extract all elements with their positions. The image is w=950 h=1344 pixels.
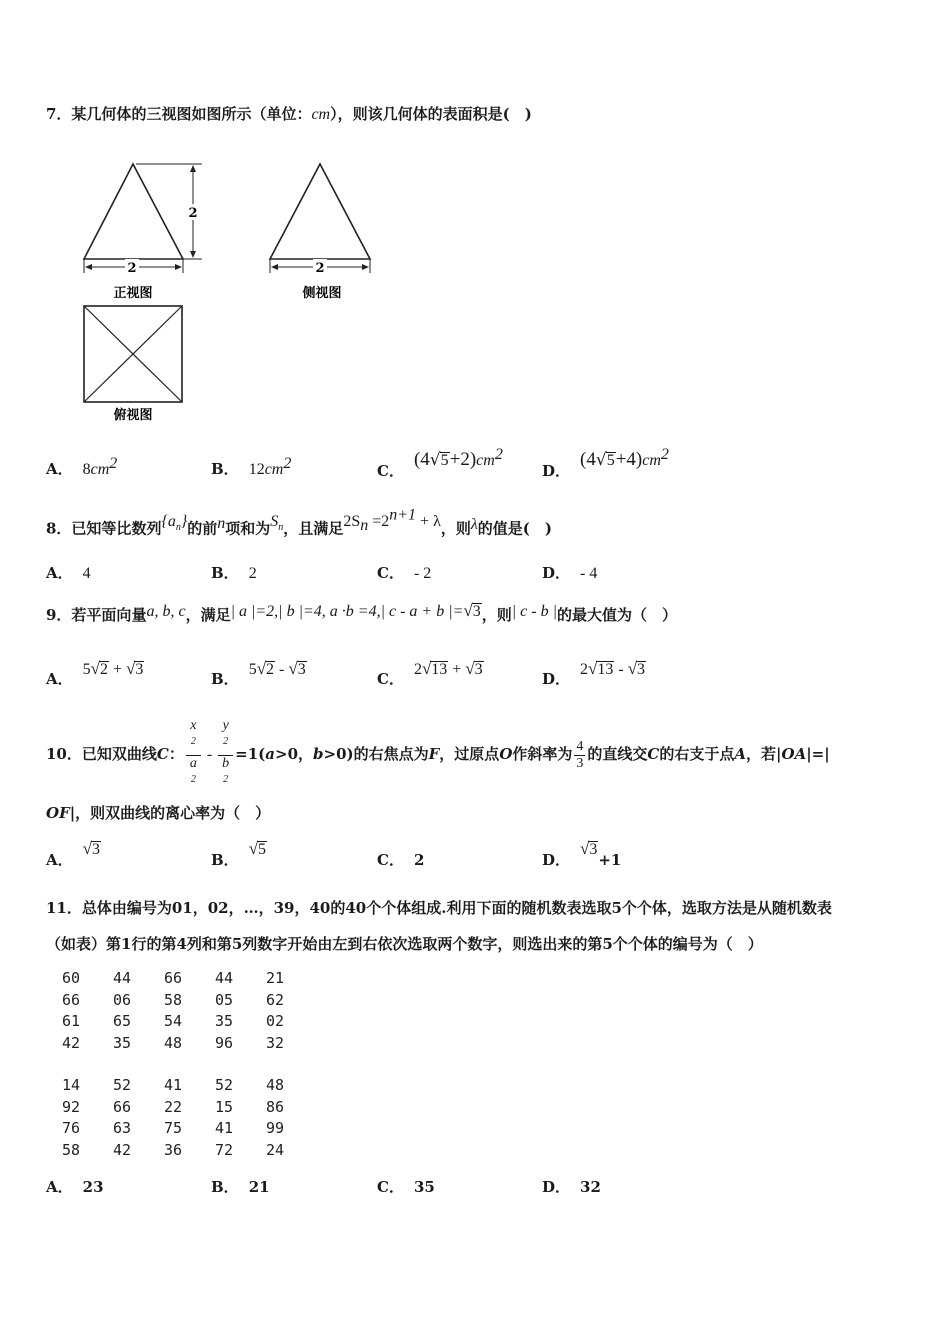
arrow-left xyxy=(85,264,92,270)
q9-cond: | a |=2,| b |=4, a ·b =4,| c - a + b |= xyxy=(230,603,464,620)
q9-p4: 的最大值为（ ） xyxy=(556,606,677,624)
option-key: D． xyxy=(542,670,571,688)
q10-frac-y xyxy=(218,718,233,792)
q10-OA: OA xyxy=(781,745,807,764)
q9-option-b[interactable] xyxy=(211,658,307,688)
q10-p10: |=| xyxy=(806,745,830,764)
sqrt-icon: √ xyxy=(588,659,598,678)
random-table-top-block xyxy=(62,969,317,1055)
q10-p1: 10．已知双曲线 xyxy=(46,745,157,764)
sqrt-icon: √ xyxy=(595,450,607,470)
q10-x-exp: 2 xyxy=(190,736,196,747)
arrow-right xyxy=(175,264,182,270)
table-cell: 65 xyxy=(113,1012,132,1030)
random-number-table xyxy=(62,969,317,1162)
q8-p6: 的值是( ) xyxy=(477,519,552,538)
table-cell: 52 xyxy=(215,1076,234,1094)
table-cell: 32 xyxy=(266,1033,285,1052)
table-cell: 24 xyxy=(266,1140,285,1159)
q7-b-exp: 2 xyxy=(283,455,292,472)
q9-target: | c - b | xyxy=(511,603,557,620)
table-cell: 48 xyxy=(266,1076,285,1094)
table-cell: 66 xyxy=(113,1097,132,1116)
table-cell: 02 xyxy=(266,1012,285,1030)
q8-seq-close: } xyxy=(180,513,188,531)
q10-d-tail: +1 xyxy=(598,851,622,869)
q7-a-unit: cm xyxy=(90,461,110,478)
q9-d-rad1: 13 xyxy=(597,661,614,678)
q9-a-coef: 5 xyxy=(82,661,91,678)
q10-a-exp: 2 xyxy=(190,773,196,785)
table-cell: 35 xyxy=(113,1033,132,1052)
option-key: D． xyxy=(542,462,571,480)
table-cell: 66 xyxy=(164,969,183,987)
q9-c-op: + xyxy=(448,661,466,678)
table-row xyxy=(62,991,317,1013)
q7-d-tail: +4) xyxy=(615,449,643,470)
sqrt-icon: √ xyxy=(256,659,267,678)
q9-option-a[interactable] xyxy=(46,658,144,688)
q8-n: n xyxy=(217,515,226,533)
q8-p2: 的前 xyxy=(187,519,218,538)
q10-O: O xyxy=(499,745,513,764)
q8-eq-mid: =2 xyxy=(368,513,390,531)
q7-c-exp: 2 xyxy=(494,446,503,463)
q9-b-rad1: 2 xyxy=(266,661,275,678)
sqrt-icon: √ xyxy=(82,839,92,858)
table-row xyxy=(62,1119,317,1141)
q10-y: y xyxy=(222,718,229,733)
q8-option-a[interactable] xyxy=(46,562,91,583)
q7-d-exp: 2 xyxy=(660,446,669,463)
option-key: C． xyxy=(377,462,404,480)
q9-b-coef: 5 xyxy=(248,661,257,678)
q10-F: F xyxy=(428,745,440,764)
q10-minus: - xyxy=(202,746,217,764)
q11-c: 35 xyxy=(413,1178,435,1196)
q9-cond-radicand: 3 xyxy=(472,603,481,620)
q9-option-d[interactable] xyxy=(542,658,646,688)
table-cell: 63 xyxy=(113,1119,132,1137)
option-key: C． xyxy=(377,564,404,582)
side-view-triangle xyxy=(270,164,370,259)
q7-c-unit: cm xyxy=(476,452,495,469)
q10-x: x xyxy=(190,718,197,733)
q10-C: C xyxy=(156,745,169,764)
q11-option-a[interactable] xyxy=(46,1176,114,1197)
q10-slope-den: 3 xyxy=(576,755,584,771)
table-row xyxy=(62,1076,317,1098)
q7-stem xyxy=(46,103,532,124)
random-table-gap xyxy=(62,1055,317,1076)
q11-a: 23 xyxy=(82,1178,104,1196)
q9-d-coef: 2 xyxy=(580,661,589,678)
table-cell: 14 xyxy=(62,1076,81,1094)
option-key: A． xyxy=(46,460,73,478)
q9-a-rad2: 3 xyxy=(135,661,144,678)
sqrt-icon: √ xyxy=(90,659,100,678)
q8-seq: {a xyxy=(161,513,176,531)
q7-b-value: 12 xyxy=(248,461,265,478)
table-cell: 76 xyxy=(62,1119,81,1137)
q9-p3: ，则 xyxy=(481,606,512,624)
option-key: B． xyxy=(211,851,239,869)
q8-p3: 项和为 xyxy=(225,519,271,538)
table-cell: 58 xyxy=(62,1140,81,1159)
q9-vecs: a, b, c xyxy=(146,603,186,620)
q10-b-rad: 5 xyxy=(258,841,267,858)
q9-p2: ，满足 xyxy=(185,606,231,624)
table-cell: 36 xyxy=(164,1140,183,1159)
table-cell: 86 xyxy=(266,1097,285,1116)
table-cell: 62 xyxy=(266,990,285,1009)
q8-S: S xyxy=(270,513,279,531)
q10-p3: >0， xyxy=(275,745,314,764)
option-key: A． xyxy=(46,851,73,869)
table-cell: 35 xyxy=(215,1012,234,1030)
q10-option-c[interactable] xyxy=(377,849,434,870)
front-view-triangle xyxy=(84,164,183,259)
q10-a-rad: 3 xyxy=(91,841,100,858)
random-table-bottom-block xyxy=(62,1076,317,1162)
q7-a-value: 8 xyxy=(82,461,91,478)
q9-option-c[interactable] xyxy=(377,658,484,688)
table-cell: 72 xyxy=(215,1140,234,1159)
q10-p8: 的右支于点 xyxy=(659,745,735,764)
top-view-label: 俯视图 xyxy=(113,408,153,423)
table-cell: 06 xyxy=(113,990,132,1009)
sqrt-icon: √ xyxy=(627,659,638,678)
q7-d-radicand: 5 xyxy=(606,452,615,469)
q10-p2: =1( xyxy=(235,745,266,764)
q9-c-coef: 2 xyxy=(413,661,422,678)
option-key: D． xyxy=(542,564,571,582)
table-cell: 75 xyxy=(164,1119,183,1137)
table-cell: 22 xyxy=(164,1097,183,1116)
q7-d-open: (4 xyxy=(580,449,596,470)
q7-d-unit: cm xyxy=(642,452,661,469)
option-key: B． xyxy=(211,460,239,478)
q11-b: 21 xyxy=(248,1178,270,1196)
q10-colon: ： xyxy=(168,745,184,764)
table-row xyxy=(62,1141,317,1163)
side-width-label: 2 xyxy=(315,261,325,276)
table-cell: 44 xyxy=(113,969,132,987)
q7-option-a[interactable] xyxy=(46,455,117,479)
q8-p5: ，则 xyxy=(440,519,471,538)
table-cell: 41 xyxy=(215,1119,234,1137)
table-cell: 52 xyxy=(113,1076,132,1094)
q7-option-d[interactable] xyxy=(542,446,669,480)
table-cell: 05 xyxy=(215,990,234,1009)
q10-p4: >0)的右焦点为 xyxy=(323,745,429,764)
option-key: B． xyxy=(211,1178,239,1196)
q9-d-op: - xyxy=(614,661,628,678)
q8-option-b[interactable] xyxy=(211,562,257,583)
q7-three-view-figure xyxy=(76,155,386,430)
q8-eq-exp: n+1 xyxy=(389,507,417,524)
arrow-right-side xyxy=(362,264,369,270)
front-width-label: 2 xyxy=(127,261,137,276)
table-cell: 61 xyxy=(62,1012,81,1030)
q10-stem-line2 xyxy=(46,802,270,823)
q8-b: 2 xyxy=(248,565,257,582)
q7-unit: cm xyxy=(311,106,331,123)
q9-d-rad2: 3 xyxy=(637,661,646,678)
sqrt-icon: √ xyxy=(429,450,441,470)
q10-c: 2 xyxy=(413,851,425,869)
q8-S-sub: n xyxy=(278,522,284,534)
q11-stem-line2: （如表）第1行的第4列和第5列数字开始由左到右依次选取两个数字，则选出来的第5个个体的编号为（ ） xyxy=(46,935,763,953)
q9-c-rad1: 13 xyxy=(431,661,448,678)
q8-a: 4 xyxy=(82,565,91,582)
q8-p4: ，且满足 xyxy=(283,519,344,538)
table-cell: 60 xyxy=(62,969,81,987)
q10-y-exp: 2 xyxy=(223,736,229,747)
table-row xyxy=(62,1098,317,1120)
q7-c-radicand: 5 xyxy=(440,452,449,469)
q10-slope-num: 4 xyxy=(576,738,584,754)
q11-option-d[interactable] xyxy=(542,1176,611,1197)
table-row xyxy=(62,969,317,991)
q9-b-op: - xyxy=(275,661,289,678)
arrow-down xyxy=(190,251,196,258)
sqrt-icon: √ xyxy=(580,839,590,858)
table-cell: 41 xyxy=(164,1076,183,1094)
q9-a-op: + xyxy=(108,661,127,678)
table-cell: 21 xyxy=(266,969,285,987)
q10-b-exp: 2 xyxy=(223,773,229,785)
front-height-label: 2 xyxy=(188,206,198,221)
q11-d: 32 xyxy=(580,1178,601,1196)
q11-option-b[interactable] xyxy=(211,1176,280,1197)
sqrt-icon: √ xyxy=(465,659,475,678)
q9-a-rad1: 2 xyxy=(99,661,108,678)
option-key: B． xyxy=(211,670,239,688)
sqrt-icon: √ xyxy=(463,601,473,620)
option-key: C． xyxy=(377,1178,404,1196)
q8-lambda: λ xyxy=(470,516,478,534)
table-cell: 42 xyxy=(113,1140,132,1159)
table-cell: 54 xyxy=(164,1012,183,1030)
table-cell: 66 xyxy=(62,990,81,1009)
q10-option-b[interactable] xyxy=(211,838,267,869)
q7-option-b[interactable] xyxy=(211,455,291,479)
sqrt-icon: √ xyxy=(248,839,259,858)
table-cell: 58 xyxy=(164,990,183,1009)
option-key: B． xyxy=(211,564,239,582)
q10-d-rad: 3 xyxy=(589,841,598,858)
q9-p1: 9．若平面向量 xyxy=(46,606,147,624)
q8-stem xyxy=(46,508,552,551)
q10-slope xyxy=(574,739,585,772)
q8-eq-right: + λ xyxy=(416,513,441,531)
option-key: D． xyxy=(542,1178,571,1196)
q7-b-unit: cm xyxy=(264,461,284,478)
table-cell: 99 xyxy=(266,1119,285,1137)
q10-option-a[interactable] xyxy=(46,838,101,869)
q10-line2-tail: |，则双曲线的离心率为（ ） xyxy=(69,804,271,822)
q11-option-c[interactable] xyxy=(377,1176,445,1197)
table-cell: 96 xyxy=(215,1033,234,1052)
q10-p6: 作斜率为 xyxy=(512,745,573,764)
q10-p9: ，若| xyxy=(746,745,782,764)
q7-a-exp: 2 xyxy=(109,455,118,472)
option-key: D． xyxy=(542,851,571,869)
q8-eq-left: 2S xyxy=(343,513,361,531)
q10-option-d[interactable] xyxy=(542,838,631,869)
q8-eq-sub: n xyxy=(360,517,369,535)
q11-stem-line1: 11．总体由编号为01，02，…，39，40的40个个体组成.利用下面的随机数表选取5个个体，选取方法是从随机数表 xyxy=(46,899,832,917)
q7-stem-tail: ），则该几何体的表面积是( ) xyxy=(330,105,532,123)
q10-p5: ，过原点 xyxy=(439,745,500,764)
q10-stem-line1 xyxy=(46,718,830,792)
q8-seq-sub: n xyxy=(175,522,181,534)
sqrt-icon: √ xyxy=(288,659,298,678)
q10-frac-x xyxy=(186,718,201,792)
sqrt-icon: √ xyxy=(421,659,432,678)
arrow-up xyxy=(190,165,196,172)
q8-option-c[interactable] xyxy=(377,562,431,583)
q10-b: b xyxy=(222,755,230,771)
table-cell: 92 xyxy=(62,1097,81,1116)
q10-acond: a xyxy=(265,745,276,764)
arrow-left-side xyxy=(271,264,278,270)
q7-stem-text: 7．某几何体的三视图如图所示（单位： xyxy=(46,105,312,123)
option-key: C． xyxy=(377,851,404,869)
q7-c-tail: +2) xyxy=(449,449,477,470)
q7-option-c[interactable] xyxy=(377,446,503,480)
table-cell: 48 xyxy=(164,1033,183,1052)
table-cell: 42 xyxy=(62,1033,81,1052)
table-cell: 15 xyxy=(215,1097,234,1116)
q8-c: - 2 xyxy=(413,565,432,582)
q8-p1: 8．已知等比数列 xyxy=(46,519,162,538)
q9-b-rad2: 3 xyxy=(297,661,306,678)
q10-p7: 的直线交 xyxy=(587,745,648,764)
side-view-label: 侧视图 xyxy=(302,286,342,301)
q10-C2: C xyxy=(647,745,660,764)
table-row xyxy=(62,1012,317,1034)
option-key: C． xyxy=(377,670,404,688)
q9-stem xyxy=(46,600,677,631)
q10-OF: OF xyxy=(46,804,70,822)
option-key: A． xyxy=(46,564,73,582)
sqrt-icon: √ xyxy=(126,659,136,678)
front-view-label: 正视图 xyxy=(113,286,153,301)
q8-option-d[interactable] xyxy=(542,562,597,583)
q9-c-rad2: 3 xyxy=(474,661,483,678)
q10-A: A xyxy=(734,745,747,764)
q7-c-open: (4 xyxy=(413,449,430,470)
table-cell: 44 xyxy=(215,969,234,987)
q10-bcond: b xyxy=(313,745,324,764)
table-row xyxy=(62,1034,317,1056)
q10-a: a xyxy=(189,755,197,771)
option-key: A． xyxy=(46,1178,73,1196)
option-key: A． xyxy=(46,670,73,688)
q8-d: - 4 xyxy=(580,565,598,582)
